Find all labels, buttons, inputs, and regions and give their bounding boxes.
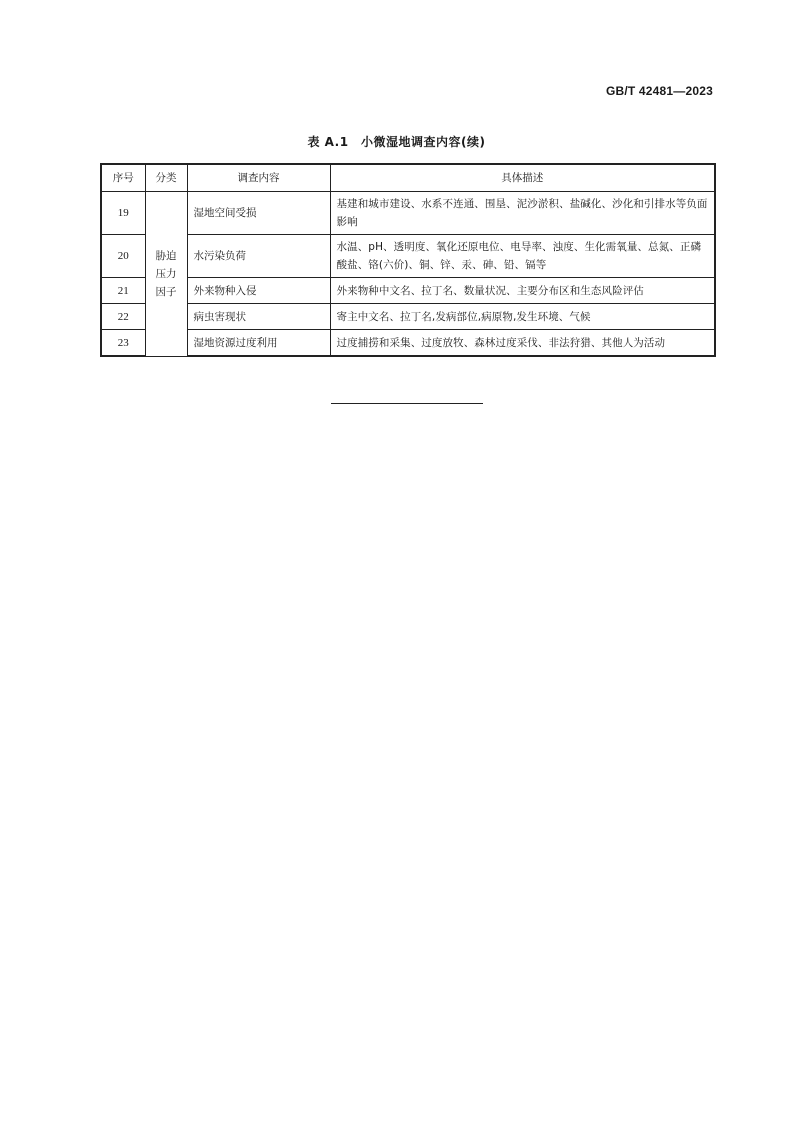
item-description: 过度捕捞和采集、过度放牧、森林过度采伐、非法狩猎、其他人为活动 [330, 330, 715, 357]
table-row [101, 235, 715, 278]
survey-item: 水污染负荷 [187, 235, 330, 278]
table-row [101, 330, 715, 357]
survey-item: 湿地资源过度利用 [187, 330, 330, 357]
survey-content-table [100, 163, 716, 357]
survey-item: 湿地空间受损 [187, 192, 330, 235]
category-label: 胁迫 压力 因子 [155, 249, 177, 298]
table-row [101, 278, 715, 304]
table-row [101, 304, 715, 330]
end-of-document-rule [331, 403, 483, 404]
table-header-row [101, 164, 715, 192]
row-number: 19 [101, 192, 145, 235]
row-number: 22 [101, 304, 145, 330]
row-number: 20 [101, 235, 145, 278]
standard-code: GB/T 42481—2023 [605, 84, 713, 98]
row-number: 21 [101, 278, 145, 304]
column-header-description: 具体描述 [330, 164, 715, 192]
survey-item: 外来物种入侵 [187, 278, 330, 304]
survey-item: 病虫害现状 [187, 304, 330, 330]
column-header-number: 序号 [101, 164, 145, 192]
item-description: 水温、pH、透明度、氧化还原电位、电导率、浊度、生化需氧量、总氮、正磷酸盐、铬(六价)、铜、锌、汞、砷、铅、镉等 [330, 235, 715, 278]
item-description: 寄主中文名、拉丁名,发病部位,病原物,发生环境、气候 [330, 304, 715, 330]
table-title: 表 A.1 小微湿地调查内容(续) [307, 135, 486, 149]
item-description: 外来物种中文名、拉丁名、数量状况、主要分布区和生态风险评估 [330, 278, 715, 304]
category-cell [145, 192, 187, 357]
row-number: 23 [101, 330, 145, 357]
table-row [101, 192, 715, 235]
item-description: 基建和城市建设、水系不连通、围垦、泥沙淤积、盐碱化、沙化和引排水等负面影响 [330, 192, 715, 235]
column-header-item: 调查内容 [187, 164, 330, 192]
column-header-category: 分类 [145, 164, 187, 192]
